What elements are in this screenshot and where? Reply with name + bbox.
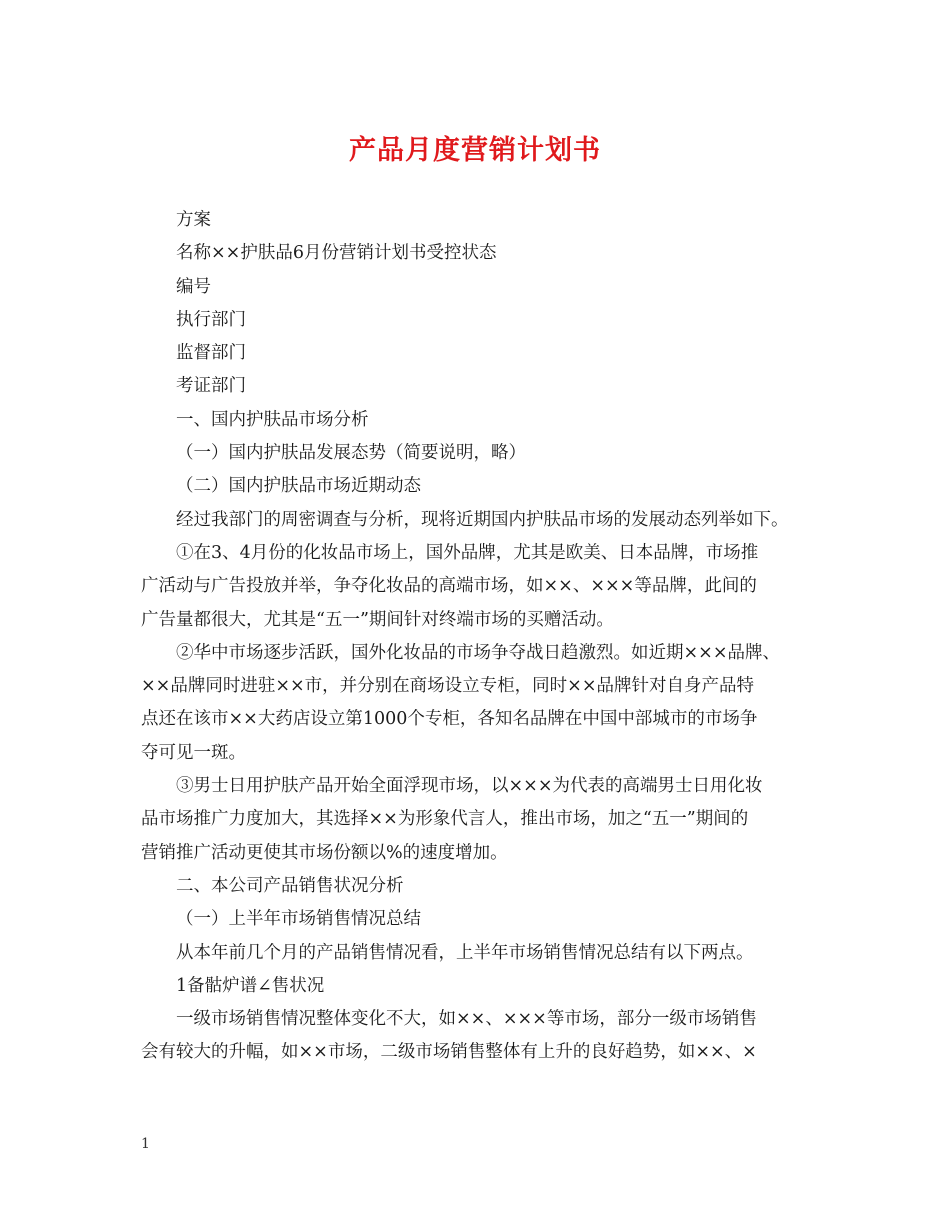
body-line: 方案 [176, 210, 211, 230]
subsection-heading: （二）国内护肤品市场近期动态 [176, 476, 421, 497]
subsection-heading: （一）国内护肤品发展态势（简要说明，略） [176, 443, 526, 464]
section-heading: 一、国内护肤品市场分析 [176, 409, 369, 430]
body-line: 编号 [176, 276, 211, 297]
body-line: 监督部门 [176, 343, 246, 364]
body-line: 广活动与广告投放并举，争夺化妆品的高端市场，如××、×××等品牌，此间的 [141, 576, 757, 597]
body-line: 一级市场销售情况整体变化不大，如××、×××等市场，部分一级市场销售 [176, 1009, 757, 1030]
body-line: ②华中市场逐步活跃，国外化妆品的市场争夺战日趋激烈。如近期×××品牌、 [176, 642, 780, 663]
document-body [141, 204, 813, 1070]
body-line: 广告量都很大，尤其是“五一”期间针对终端市场的买赠活动。 [141, 609, 614, 630]
body-line: ①在3、4月份的化妆品市场上，国外品牌，尤其是欧美、日本品牌，市场推 [176, 542, 759, 563]
body-line: 执行部门 [176, 309, 246, 330]
body-line: 1备骷炉谱∠售状况 [176, 975, 325, 996]
body-line: 品市场推广力度加大，其选择××为形象代言人，推出市场，加之“五一”期间的 [141, 809, 749, 830]
body-line: ③男士日用护肤产品开始全面浮现市场，以×××为代表的高端男士日用化妆 [176, 776, 763, 797]
body-line: 考证部门 [176, 376, 246, 397]
section-heading: 二、本公司产品销售状况分析 [176, 875, 404, 896]
body-line: 名称××护肤品6月份营销计划书受控状态 [176, 243, 497, 264]
body-line: 经过我部门的周密调查与分析，现将近期国内护肤品市场的发展动态列举如下。 [176, 509, 789, 530]
body-line: 营销推广活动更使其市场份额以%的速度增加。 [141, 842, 508, 863]
subsection-heading: （一）上半年市场销售情况总结 [176, 909, 421, 930]
body-line: 从本年前几个月的产品销售情况看，上半年市场销售情况总结有以下两点。 [176, 942, 754, 963]
page-number: 1 [141, 1136, 150, 1152]
body-line: 点还在该市××大药店设立第1000个专柜，各知名品牌在中国中部城市的市场争 [141, 709, 758, 730]
body-line: 夺可见一斑。 [141, 742, 246, 763]
body-line: 会有较大的升幅，如××市场，二级市场销售整体有上升的良好趋势，如××、× [141, 1042, 757, 1063]
body-line: ××品牌同时进驻××市，并分别在商场设立专柜，同时××品牌针对自身产品特 [141, 676, 754, 697]
document-title: 产品月度营销计划书 [349, 135, 601, 166]
